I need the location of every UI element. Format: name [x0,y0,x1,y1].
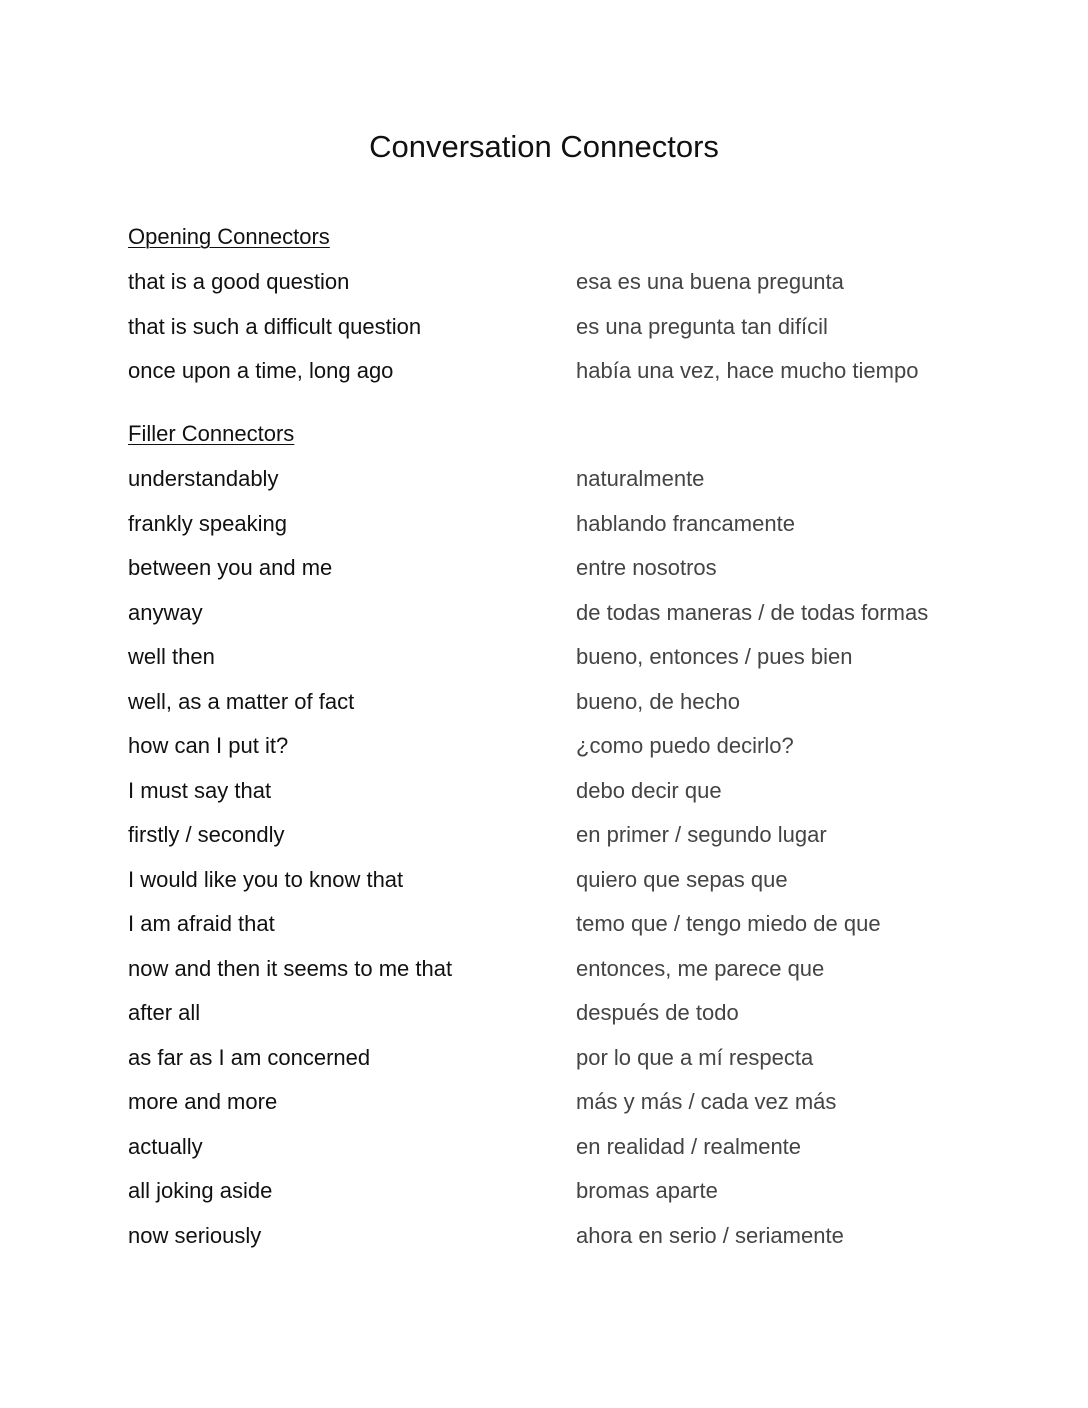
spanish-translation: en realidad / realmente [576,1133,802,1159]
english-phrase: understandably [128,466,279,491]
spanish-translation: hablando francamente [576,510,795,536]
english-phrase: once upon a time, long ago [128,358,394,383]
spanish-translation: de todas maneras / de todas formas [576,599,929,625]
english-phrase: firstly / secondly [128,822,285,847]
phrase-row [128,954,968,999]
spanish-translation: bromas aparte [576,1178,718,1203]
english-phrase: now and then it seems to me that [128,955,453,981]
spanish-translation: después de todo [576,1000,739,1025]
spanish-translation: esa es una buena pregunta [576,269,844,294]
section-heading: Filler Connectors [128,421,295,446]
phrase-row [128,998,968,1043]
english-phrase: anyway [128,599,203,625]
english-phrase: now seriously [128,1222,262,1248]
spanish-translation: había una vez, hace mucho tiempo [576,358,919,383]
spanish-translation: quiero que sepas que [576,866,788,892]
spanish-translation: entre nosotros [576,555,717,580]
english-phrase: that is such a difficult question [128,313,422,339]
phrase-row [128,865,968,910]
english-phrase: I am afraid that [128,911,275,936]
phrase-row [128,1043,968,1088]
phrase-row [128,642,968,687]
spanish-translation: por lo que a mí respecta [576,1044,814,1070]
spanish-translation: entonces, me parece que [576,955,825,981]
english-phrase: well then [128,644,215,669]
phrase-row [128,1221,968,1266]
section-opening-connectors [128,222,968,401]
english-phrase: as far as I am concerned [128,1044,371,1070]
phrase-row [128,1087,968,1132]
phrase-row [128,776,968,821]
page-title: Conversation Connectors [369,129,719,164]
english-phrase: all joking aside [128,1178,273,1203]
phrase-row [128,909,968,954]
phrase-row [128,356,968,401]
spanish-translation: ahora en serio / seriamente [576,1222,844,1248]
english-phrase: more and more [128,1089,278,1114]
section-heading: Opening Connectors [128,224,330,249]
phrase-row [128,464,968,509]
spanish-translation: debo decir que [576,777,722,803]
spanish-translation: más y más / cada vez más [576,1089,837,1114]
english-phrase: after all [128,1000,201,1025]
phrase-row [128,731,968,776]
phrase-row [128,509,968,554]
section-filler-connectors [128,419,968,1265]
spanish-translation: ¿como puedo decirlo? [576,733,794,758]
phrase-row [128,820,968,865]
english-phrase: I would like you to know that [128,866,404,892]
english-phrase: frankly speaking [128,510,287,536]
phrase-row [128,312,968,357]
phrase-row [128,1132,968,1177]
english-phrase: that is a good question [128,269,350,294]
phrase-row [128,553,968,598]
english-phrase: between you and me [128,555,333,580]
english-phrase: how can I put it? [128,733,289,758]
spanish-translation: en primer / segundo lugar [576,822,827,847]
phrase-row [128,1176,968,1221]
phrase-row [128,267,968,312]
english-phrase: I must say that [128,777,272,803]
english-phrase: actually [128,1133,203,1159]
spanish-translation: temo que / tengo miedo de que [576,911,881,936]
phrase-row [128,687,968,732]
spanish-translation: bueno, entonces / pues bien [576,644,853,669]
english-phrase: well, as a matter of fact [128,688,355,714]
spanish-translation: es una pregunta tan difícil [576,313,828,339]
spanish-translation: naturalmente [576,466,705,491]
spanish-translation: bueno, de hecho [576,688,740,714]
phrase-row [128,598,968,643]
